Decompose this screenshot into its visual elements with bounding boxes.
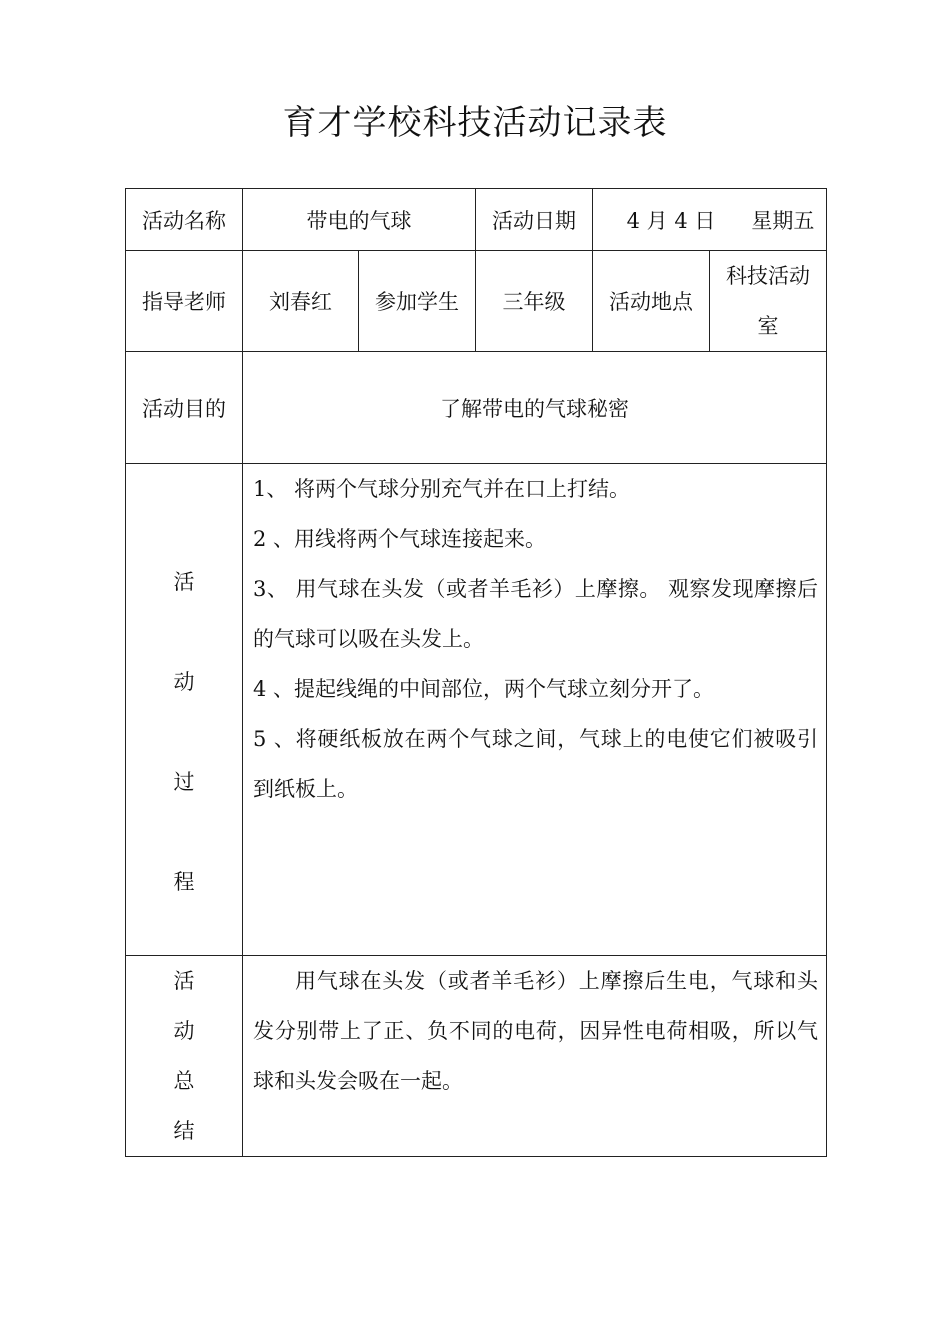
activity-date-cell (593, 189, 827, 251)
activity-date-label: 活动日期 (476, 189, 593, 251)
activity-weekday: 星期五 (751, 208, 815, 233)
summary-label-char: 结 (173, 1119, 195, 1143)
teacher-label: 指导老师 (126, 251, 243, 352)
location-label: 活动地点 (593, 251, 710, 352)
process-content (243, 464, 827, 956)
summary-text: 用气球在头发（或者羊毛衫）上摩擦后生电，气球和头发分别带上了正、负不同的电荷，因异性电荷相吸，所以气球和头发会吸在一起。 (253, 969, 818, 1093)
purpose-value: 了解带电的气球秘密 (243, 352, 827, 464)
summary-label-char: 总 (173, 1069, 195, 1093)
process-label-char: 程 (173, 870, 195, 894)
summary-content (243, 956, 827, 1157)
activity-date-value: 4 月 4 日 (626, 208, 716, 233)
row-activity-name (126, 189, 827, 251)
process-label (126, 464, 243, 956)
summary-label-char: 活 (173, 969, 195, 993)
location-value-line1: 科技活动 (726, 264, 810, 288)
row-summary (126, 956, 827, 1157)
location-value-line2: 室 (757, 314, 779, 338)
location-value (710, 251, 827, 352)
activity-name-label: 活动名称 (126, 189, 243, 251)
summary-label-char: 动 (173, 1019, 195, 1043)
process-label-char: 活 (173, 570, 195, 594)
teacher-value: 刘春红 (243, 251, 359, 352)
activity-record-table (125, 188, 827, 1157)
row-process (126, 464, 827, 956)
row-purpose (126, 352, 827, 464)
row-teacher (126, 251, 827, 352)
process-step: 1、 将两个气球分别充气并在口上打结。 (253, 477, 631, 501)
form-title: 育才学校科技活动记录表 (282, 103, 668, 143)
process-step: 5 、将硬纸板放在两个气球之间，气球上的电使它们被吸引到纸板上。 (253, 727, 818, 801)
process-label-char: 过 (173, 770, 195, 794)
summary-label (126, 956, 243, 1157)
activity-name-value: 带电的气球 (243, 189, 476, 251)
students-value: 三年级 (476, 251, 593, 352)
process-step: 2 、用线将两个气球连接起来。 (253, 527, 547, 551)
process-label-char: 动 (173, 670, 195, 694)
purpose-label: 活动目的 (126, 352, 243, 464)
process-step: 4 、提起线绳的中间部位，两个气球立刻分开了。 (253, 677, 715, 701)
process-step: 3、 用气球在头发（或者羊毛衫）上摩擦。 观察发现摩擦后的气球可以吸在头发上。 (253, 577, 818, 651)
students-label: 参加学生 (359, 251, 476, 352)
